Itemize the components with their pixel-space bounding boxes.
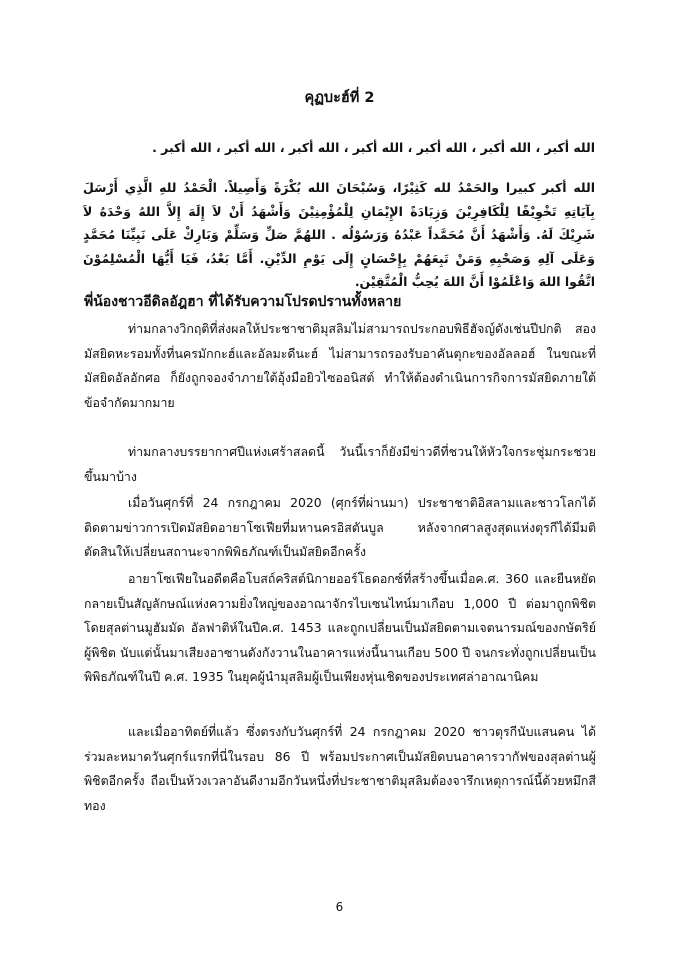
section-heading: พี่น้องชาวอีดิลอัฎฮา ที่ได้รับความโปรดปรานทั้งหลาย [84, 294, 402, 310]
paragraph-text: ท่ามกลางวิกฤติที่ส่งผลให้ประชาชาติมุสลิมไม่สามารถประกอบพิธีฮัจญ์ดังเช่นปีปกติ สองมัสยิดหะรอมทั้งที่นครมักกะฮ์และอัลมะดีนะฮ์ ไม่สามารถรองรับอาคันตุกะของอัลลอฮ์ ในขณะที่มัสยิดอัลอักศอ ก็ยังถูกจองจำภายใต้อุ้งมือยิวไซออนิสต์ ทำให้ต้องดำเนินการกิจการมัสยิดภายใต้ข้อจำกัดมากมาย [84, 321, 596, 410]
paragraph-5 [84, 720, 596, 818]
arabic-opening-paragraph: الله أكبر كبيرا والحَمْدُ لله كَثِيْرًا، وَسُبْحَانَ الله بُكْرَةً وَأَصِيلاً. الْحَمْدُ للهِ الَّذِي أَرْسَلَ بِآيَاتِهِ تَخْوِيْفًا لِلْكَافِرِيْنَ وَزِيَادَةً الإِيْمَانِ لِلْمُؤْمِنِيْنَ وَأَشْهَدُ أَنْ لاَ إِلَهَ إِلاَّ اللهُ وَحْدَهُ لاَ شَرِيْكَ لَهُ. وَأَشْهَدُ أَنَّ مُحَمَّداً عَبْدُهُ وَرَسُوْلُه . اللهُمَّ صَلِّ وَسَلِّمْ وَبَارِكْ عَلَى نَبِيِّنَا مُحَمَّدٍ وَعَلَى آلِهِ وَصَحْبِهِ وَمَنْ تَبِعَهُمْ بِإِحْسَانٍ إِلَى يَوْمِ الدِّيْنِ. أَمَّا بَعْدُ، فَيَا أَيُّهَا الْمُسْلِمُوْنَ اتَّقُوا اللهَ وَاعْلَمُوْا أَنَّ اللهَ يُحِبُّ الْمُتَّقِيْن. [83, 180, 595, 289]
page-number: 6 [335, 900, 344, 914]
paragraph-text: อายาโซเฟียในอดีตคือโบสถ์คริสต์นิกายออร์โธดอกซ์ที่สร้างขึ้นเมื่อค.ศ. 360 และยืนหยัดกลายเป็นสัญลักษณ์แห่งความยิ่งใหญ่ของอาณาจักรไบเซนไทน์มาเกือบ 1,000 ปี ต่อมาถูกพิชิตโดยสุลต่านมูฮัมมัด อัลฟาติห์ในปีค.ศ. 1453 และถูกเปลี่ยนเป็นมัสยิดตามเจตนารมณ์ของกษัตริย์ผู้พิชิต นับแต่นั้นมาเสียงอาซานดังกังวานในอาคารแห่งนี้นานเกือบ 500 ปี จนกระทั่งถูกเปลี่ยนเป็นพิพิธภัณฑ์ในปี ค.ศ. 1935 ในยุคผู้นำมุสลิมผู้เป็นเพียงหุ่นเชิดของประเทศล่าอาณานิคม [84, 571, 596, 685]
paragraph-1 [84, 317, 596, 415]
paragraph-3 [84, 491, 596, 565]
paragraph-4 [84, 567, 596, 690]
paragraph-text: ท่ามกลางบรรยากาศปีแห่งเศร้าสลดนี้ วันนี้เราก็ยังมีข่าวดีที่ชวนให้หัวใจกระชุ่มกระชวยขึ้นมาบ้าง [84, 444, 596, 484]
page-title: คุฏบะฮ์ที่ 2 [304, 90, 375, 106]
paragraph-2 [84, 440, 596, 489]
takbir-line: الله أكبر ، الله أكبر ، الله أكبر ، الله أكبر ، الله أكبر ، الله أكبر ، الله أكبر . [152, 140, 595, 155]
paragraph-text: และเมื่ออาทิตย์ที่แล้ว ซึ่งตรงกับวันศุกร์ที่ 24 กรกฎาคม 2020 ชาวตุรกีนับแสนคน ได้ร่วมละหมาดวันศุกร์แรกที่นี่ในรอบ 86 ปี พร้อมประกาศเป็นมัสยิดบนอาคารวากัฟของสุลต่านผู้พิชิตอีกครั้ง ถือเป็นห้วงเวลาอันดีงามอีกวันหนึ่งที่ประชาชาติมุสลิมต้องจารึกเหตุการณ์นี้ด้วยหมึกสีทอง [84, 724, 596, 813]
paragraph-text: เมื่อวันศุกร์ที่ 24 กรกฎาคม 2020 (ศุกร์ที่ผ่านมา) ประชาชาติอิสลามและชาวโลกได้ติดตามข่าวการเปิดมัสยิดอายาโซเฟียที่มหานครอิสตันบูล หลังจากศาลสูงสุดแห่งตุรกีได้มีมติตัดสินให้เปลี่ยนสถานะจากพิพิธภัณฑ์เป็นมัสยิดอีกครั้ง [84, 495, 596, 560]
